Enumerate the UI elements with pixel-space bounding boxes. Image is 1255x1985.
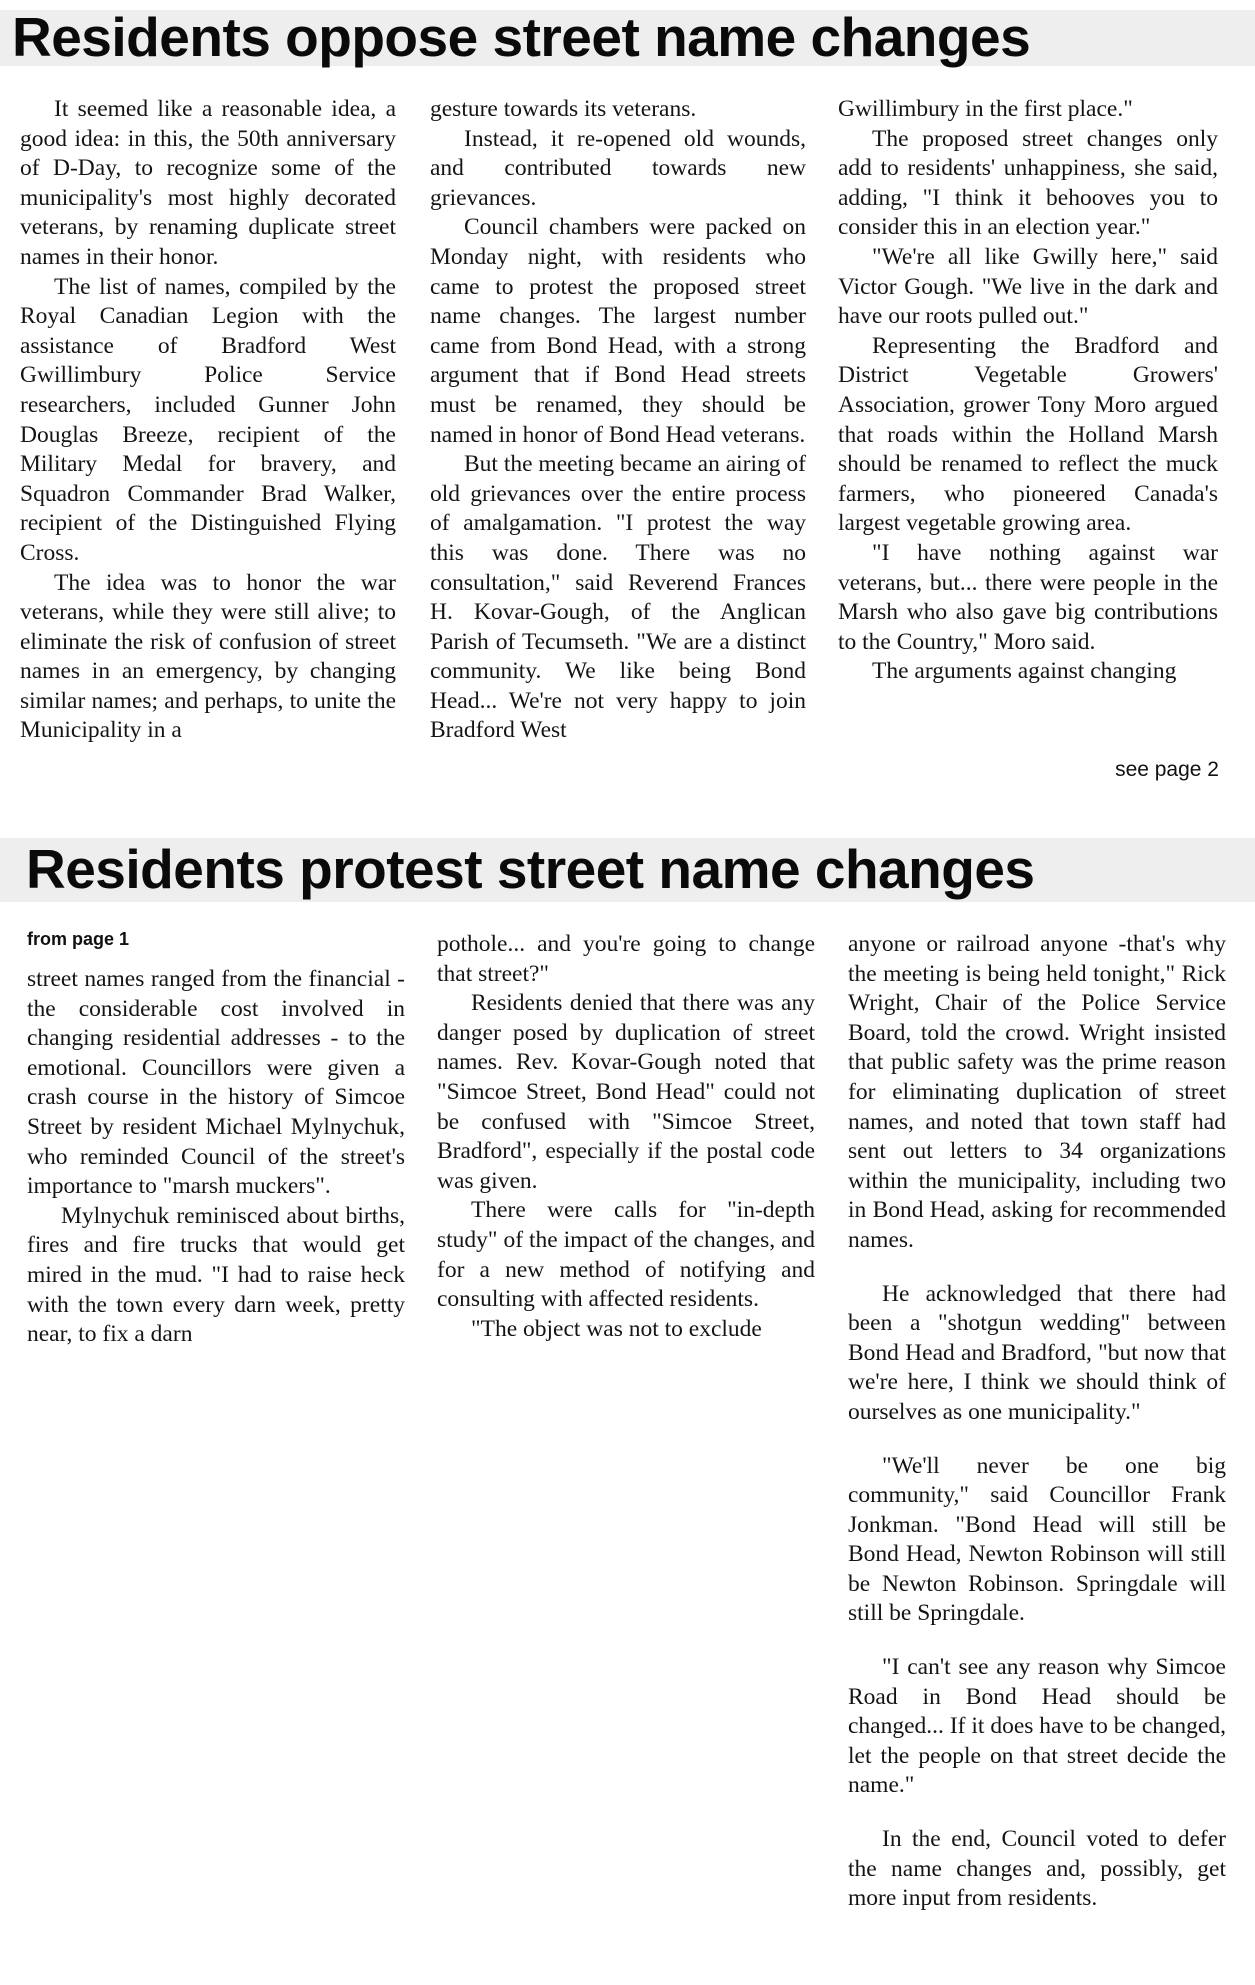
paragraph: Residents denied that there was any danger posed by duplication of street names. Rev. Kovar-Gough noted that "Simcoe Street, Bond Head" could not be confused with "Simcoe Street, Bradford", especially if the postal code was given. (437, 990, 815, 1194)
paragraph: gesture towards its veterans. (430, 96, 697, 122)
article-1-headline: Residents oppose street name changes (0, 10, 1255, 66)
paragraph: Instead, it re-opened old wounds, and contributed towards new grievances. (430, 125, 806, 211)
paragraph: But the meeting became an airing of old grievances over the entire process of amalgamation. "I protest the way this was done. There was no consultation," said Reverend Frances H. Kovar-Gough, of the Anglican Parish of Tecumseth. "We are a distinct community. We like being Bond Head... We're not very happy to join Bradford West (430, 451, 806, 744)
article-2-column-3 (848, 930, 1226, 1914)
paragraph: In the end, Council voted to defer the name changes and, possibly, get more input from residents. (848, 1826, 1226, 1912)
article-2-headline: Residents protest street name changes (0, 838, 1255, 902)
paragraph: anyone or railroad anyone -that's why the meeting is being held tonight," Rick Wright, Chair of the Police Service Board, told the crowd. Wright insisted that public safety was the prime reason for eliminating duplication of street names, and noted that town staff had sent out letters to 34 organizations within the municipality, including two in Bond Head, asking for recommended names. (848, 931, 1226, 1253)
article-1-column-2 (430, 95, 806, 746)
article-1-column-3 (838, 95, 1218, 687)
paragraph: He acknowledged that there had been a "shotgun wedding" between Bond Head and Bradford, "but now that we're here, I think we should think of ourselves as one municipality." (848, 1280, 1226, 1425)
article-2-column-2 (437, 930, 815, 1344)
paragraph: "We're all like Gwilly here," said Victor Gough. "We live in the dark and have our roots pulled out." (838, 243, 1218, 330)
paragraph: It seemed like a reasonable idea, a good idea: in this, the 50th anniversary of D-Day, to recognize some of the municipality's most highly decorated veterans, by renaming duplicate street names in their honor. (20, 96, 396, 270)
from-page-line: from page 1 (27, 929, 130, 949)
paragraph: There were calls for "in-depth study" of the impact of the changes, and for a new method of notifying and consulting with affected residents. (437, 1197, 815, 1313)
paragraph: The idea was to honor the war veterans, while they were still alive; to eliminate the risk of confusion of street names in an emergency, by changing similar names; and perhaps, to unite the Municipality in a (20, 569, 396, 744)
paragraph: The arguments against changing (872, 658, 1177, 685)
article-2-column-1 (27, 965, 405, 1350)
paragraph: Representing the Bradford and District Vegetable Growers' Association, grower Tony Moro argued that roads within the Holland Marsh should be renamed to reflect the muck farmers, who pioneered Canada's largest vegetable growing area. (838, 332, 1218, 537)
paragraph: pothole... and you're going to change that street?" (437, 931, 815, 987)
paragraph: Council chambers were packed on Monday night, with residents who came to protest the proposed street name changes. The largest number came from Bond Head, with a strong argument that if Bond Head streets must be renamed, they should be named in honor of Bond Head veterans. (430, 214, 806, 448)
paragraph: Mylnychuk reminisced about births, fires and fire trucks that would get mired in the mud. "I had to raise heck with the town every darn week, pretty near, to fix a darn (27, 1202, 405, 1348)
paragraph: street names ranged from the financial - the considerable cost involved in changing residential addresses - to the emotional. Councillors were given a crash course in the history of Simcoe Street by resident Michael Mylnychuk, who reminded Council of the street's importance to "marsh muckers". (27, 966, 405, 1200)
paragraph: The list of names, compiled by the Royal Canadian Legion with the assistance of Bradford West Gwillimbury Police Service researchers, included Gunner John Douglas Breeze, recipient of the Military Medal for bravery, and Squadron Commander Brad Walker, recipient of the Distinguished Flying Cross. (20, 273, 396, 566)
jump-line: see page 2 (1115, 758, 1219, 781)
article-1-column-1 (20, 95, 396, 746)
paragraph: "I have nothing against war veterans, but... there were people in the Marsh who also gave big contributions to the Country," Moro said. (838, 539, 1218, 655)
paragraph: "The object was not to exclude (471, 1315, 762, 1342)
paragraph: "I can't see any reason why Simcoe Road in Bond Head should be changed... If it does have to be changed, let the people on that street decide the name." (848, 1654, 1226, 1799)
paragraph: "We'll never be one big community," said Councillor Frank Jonkman. "Bond Head will still be Bond Head, Newton Robinson will still be Newton Robinson. Springdale will still be Springdale. (848, 1452, 1226, 1627)
paragraph: Gwillimbury in the first place." (838, 96, 1133, 122)
paragraph: The proposed street changes only add to residents' unhappiness, she said, adding, "I think it behooves you to consider this in an election year." (838, 125, 1218, 241)
